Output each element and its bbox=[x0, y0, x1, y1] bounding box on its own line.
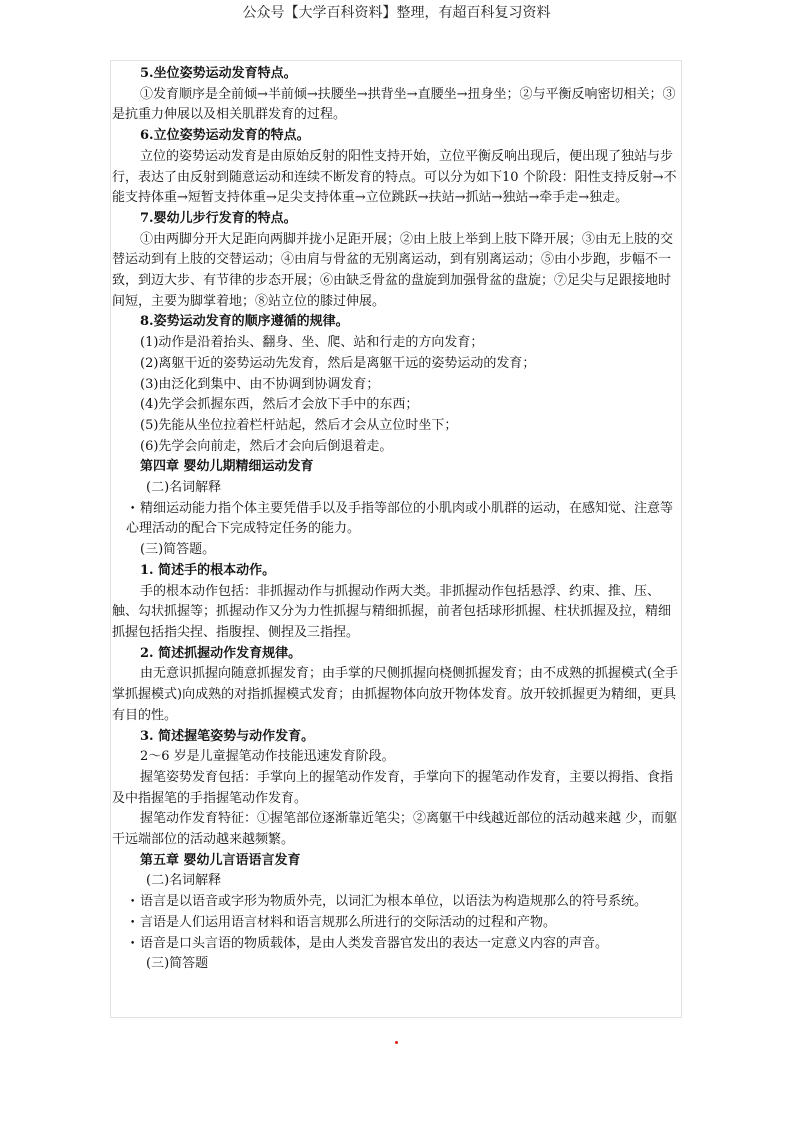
section-8-title: 8.姿势运动发育的顺序遵循的规律。 bbox=[140, 314, 349, 330]
definition-text: 精细运动能力指个体主要凭借手以及手指等部位的小肌肉或小肌群的运动，在感知觉、注意等心理活动的配合下完成特定任务的能力。 bbox=[126, 500, 674, 537]
chapter-5-definitions-heading: (二)名词解释 bbox=[146, 873, 222, 889]
definition-text: 言语是人们运用语言材料和语言规那么所进行的交际活动的过程和产物。 bbox=[140, 914, 557, 930]
question-3-paragraph: 握笔姿势发育包括：手掌向上的握笔动作发育，手掌向下的握笔动作发育，主要以拇指、食指及中指握笔的手指握笔动作发育。 bbox=[112, 769, 674, 806]
document-body bbox=[112, 64, 680, 975]
list-item: (1)动作是沿着抬头、翻身、坐、爬、站和行走的方向发育； bbox=[140, 335, 484, 351]
chapter-4-definition bbox=[112, 499, 680, 540]
list-item: (5)先能从坐位拉着栏杆站起，然后才会从立位时坐下； bbox=[140, 417, 458, 433]
question-2-title: 2. 简述抓握动作发育规律。 bbox=[140, 645, 302, 661]
list-item: (4)先学会抓握东西，然后才会放下手中的东西； bbox=[140, 397, 419, 413]
chapter-5-definition bbox=[112, 892, 680, 913]
footer-dot bbox=[395, 1041, 398, 1044]
section-7-body: ①由两脚分开大足距向两脚并拢小足距开展；②由上肢上举到上肢下降开展；③由无上肢的交替运动到有上肢的交替运动；④由肩与骨盆的无别离运动，到有别离运动；⑤由小步跑，步幅不一致，到迈大步、有节律的步态开展；⑥由缺乏骨盆的盘旋到加强骨盆的盘旋；⑦足尖与足跟接地时间短，主要为脚掌着地；⑧站立位的膝过伸展。 bbox=[112, 231, 674, 309]
list-item: (3)由泛化到集中、由不协调到协调发育； bbox=[140, 376, 380, 392]
question-2-body: 由无意识抓握向随意抓握发育；由手掌的尺侧抓握向桡侧抓握发育；由不成熟的抓握模式(全手掌抓握模式)向成熟的对指抓握模式发育；由抓握物体向放开物体发育。放开较抓握更为精细，更具有目的性。 bbox=[112, 666, 679, 723]
list-item: (6)先学会向前走，然后才会向后倒退着走。 bbox=[140, 438, 393, 454]
definition-text: 语音是口头言语的物质载体，是由人类发音器官发出的表达一定意义内容的声音。 bbox=[140, 935, 609, 951]
question-3-title: 3. 简述握笔姿势与动作发育。 bbox=[140, 728, 315, 744]
section-5-title: 5.坐位姿势运动发育特点。 bbox=[140, 66, 297, 81]
question-1-title: 1. 简述手的根本动作。 bbox=[140, 562, 276, 578]
question-3-paragraph: 2～6 岁是儿童握笔动作技能迅速发育阶段。 bbox=[140, 749, 395, 765]
list-item: (2)离躯干近的姿势运动先发育，然后是离躯干远的姿势运动的发育； bbox=[140, 355, 536, 371]
page-header: 公众号【大学百科资料】整理，有超百科复习资料 bbox=[242, 5, 551, 21]
section-7-title: 7.婴幼儿步行发育的特点。 bbox=[140, 210, 297, 226]
question-3-paragraph: 握笔动作发育特征：①握笔部位逐渐靠近笔尖；②离躯干中线越近部位的活动越来越 少，而躯干远端部位的活动越来越频繁。 bbox=[112, 811, 678, 848]
definition-text: 语言是以语音或字形为物质外壳，以词汇为根本单位，以语法为构造规那么的符号系统。 bbox=[140, 894, 648, 910]
chapter-5-qa-heading: (三)简答题 bbox=[146, 956, 209, 972]
chapter-4-definitions-heading: (二)名词解释 bbox=[146, 480, 222, 496]
section-5-body: ①发育顺序是全前倾→半前倾→扶腰坐→拱背坐→直腰坐→扭身坐；②与平衡反响密切相关；③是抗重力伸展以及相关肌群发育的过程。 bbox=[112, 86, 676, 123]
chapter-5-definition bbox=[112, 934, 680, 955]
chapter-4-title: 第四章 婴幼儿期精细运动发育 bbox=[140, 459, 314, 475]
question-1-body: 手的根本动作包括：非抓握动作与抓握动作两大类。非抓握动作包括悬浮、约束、推、压、触、勾状抓握等；抓握动作又分为力性抓握与精细抓握，前者包括球形抓握、柱状抓握及拉，精细抓握包括指尖捏、指腹捏、侧捏及三指捏。 bbox=[112, 583, 672, 640]
chapter-4-qa-heading: (三)简答题。 bbox=[140, 542, 216, 558]
chapter-5-title: 第五章 婴幼儿言语语言发育 bbox=[140, 852, 301, 868]
chapter-5-definition bbox=[112, 913, 680, 934]
section-6-title: 6.立位姿势运动发育的特点。 bbox=[140, 128, 310, 144]
section-6-body: 立位的姿势运动发育是由原始反射的阳性支持开始，立位平衡反响出现后，便出现了独站与步行，表达了由反射到随意运动和连续不断发育的特点。可以分为如下10 个阶段：阳性支持反射→不能支持体重→短暂支持体重→足尖支持体重→立位跳跃→扶站→抓站→独站→牵手走→独走。 bbox=[112, 148, 677, 206]
